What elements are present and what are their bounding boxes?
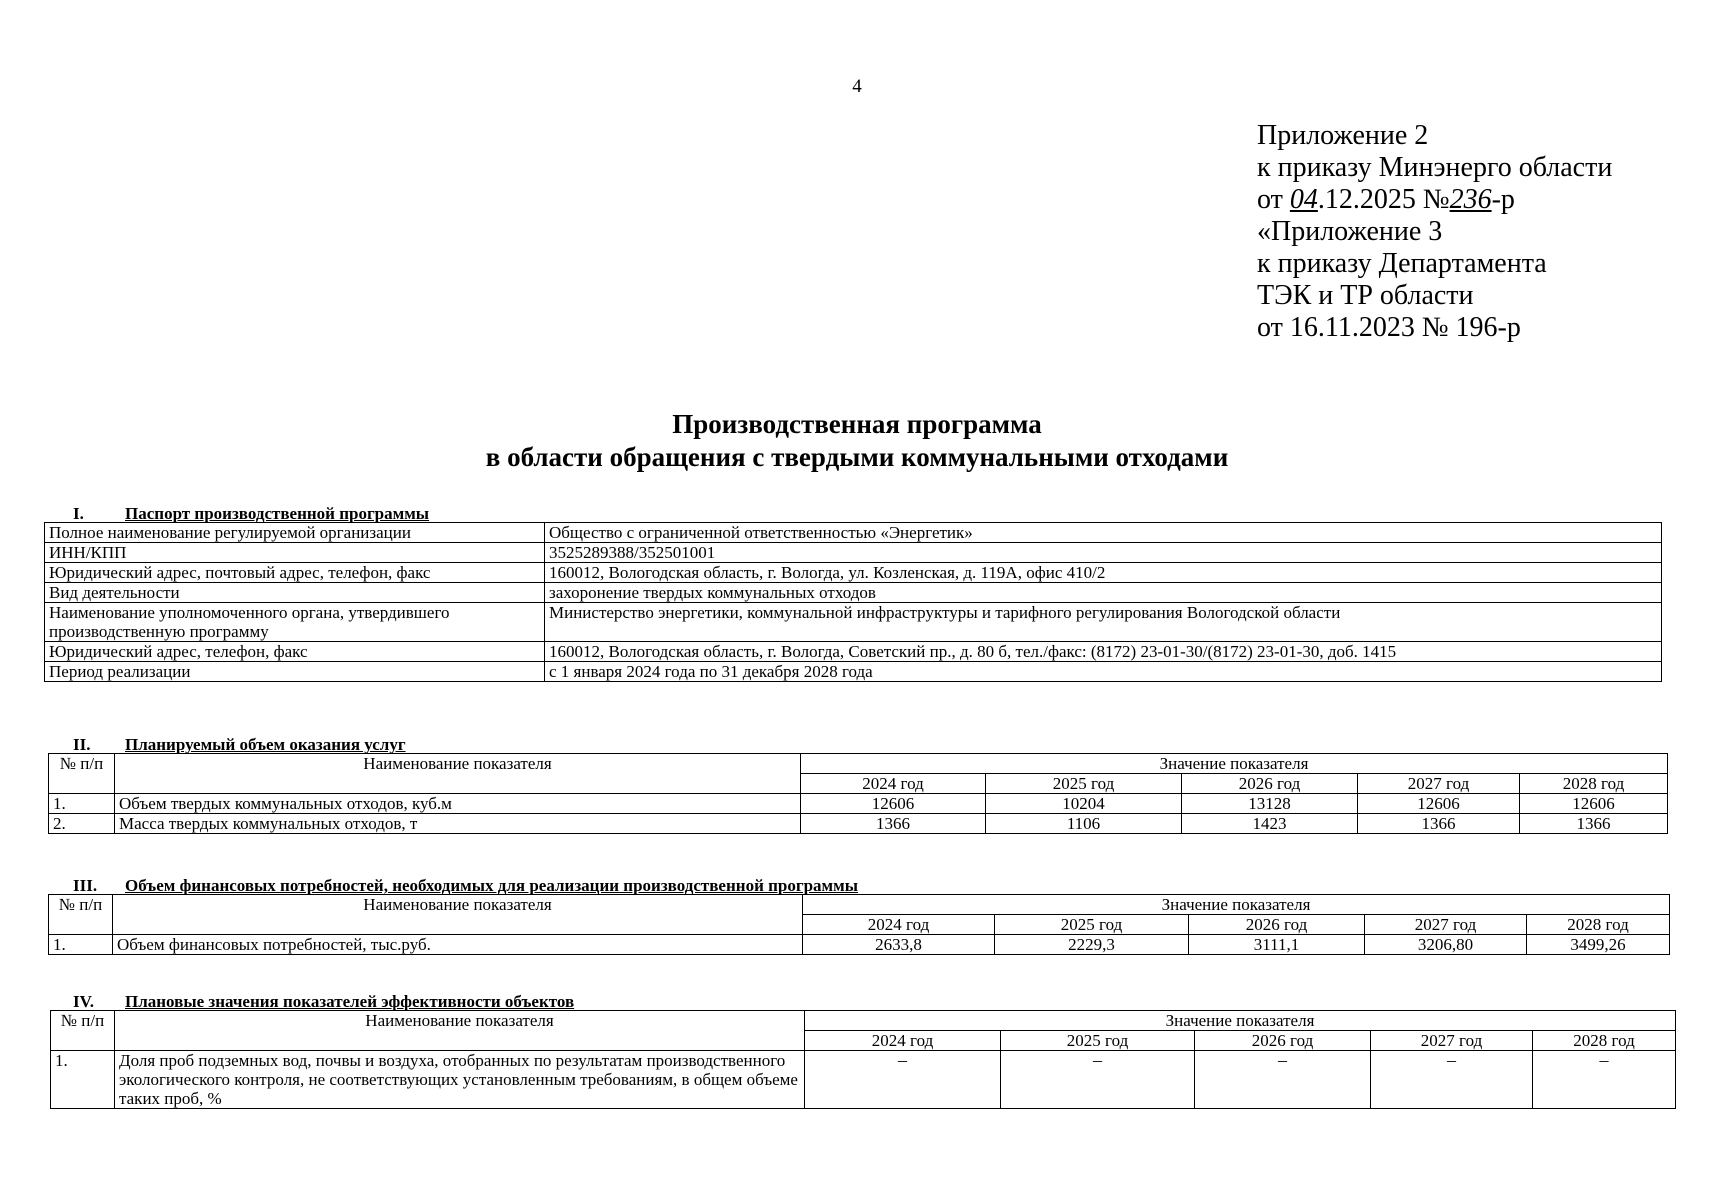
- year-header: 2027 год: [1371, 1031, 1533, 1051]
- year-header: 2028 год: [1533, 1031, 1676, 1051]
- indicator-value: 10204: [986, 794, 1182, 814]
- passport-value: захоронение твердых коммунальных отходов: [545, 583, 1662, 603]
- appendix-line: от 16.11.2023 № 196-р: [1257, 312, 1521, 343]
- indicator-name: Объем финансовых потребностей, тыс.руб.: [113, 935, 803, 955]
- indicator-value: 2229,3: [995, 935, 1189, 955]
- appendix-block: [1257, 120, 1612, 344]
- passport-table: [44, 522, 1662, 682]
- appendix-line: Приложение 2: [1257, 120, 1429, 151]
- row-number: 1.: [49, 935, 113, 955]
- table-row: [45, 662, 1662, 682]
- row-number: 1.: [49, 794, 115, 814]
- indicator-value: –: [1195, 1051, 1371, 1109]
- year-header: 2024 год: [801, 774, 986, 794]
- indicator-value: 3111,1: [1189, 935, 1365, 955]
- year-header: 2026 год: [1195, 1031, 1371, 1051]
- section-number: IV.: [73, 992, 94, 1011]
- table-row: [49, 935, 1670, 955]
- indicator-value: 12606: [801, 794, 986, 814]
- passport-label: ИНН/КПП: [45, 543, 545, 563]
- title-line: Производственная программа: [672, 409, 1042, 439]
- financial-needs-table: [48, 894, 1670, 955]
- appendix-line: к приказу Минэнерго области: [1257, 152, 1613, 183]
- efficiency-indicators-table: [50, 1010, 1676, 1109]
- indicator-value: 13128: [1182, 794, 1358, 814]
- indicator-name: Доля проб подземных вод, почвы и воздуха, отобранных по результатам производственного экологического контроля, не соответствующих установленным требованиям, в общем объеме таких проб, %: [115, 1051, 805, 1109]
- table-row: [45, 642, 1662, 662]
- passport-label: Наименование уполномоченного органа, утвердившего производственную программу: [45, 603, 545, 642]
- row-number: 1.: [51, 1051, 115, 1109]
- col-value-group-header: Значение показателя: [801, 754, 1668, 774]
- col-num-header: № п/п: [49, 754, 115, 794]
- indicator-value: 2633,8: [803, 935, 995, 955]
- row-number: 2.: [49, 814, 115, 834]
- table-row: [45, 603, 1662, 642]
- indicator-value: 1366: [1358, 814, 1520, 834]
- appendix-line: к приказу Департамента: [1257, 248, 1547, 279]
- year-header: 2025 год: [986, 774, 1182, 794]
- page-number: 4: [852, 76, 862, 97]
- passport-label: Юридический адрес, почтовый адрес, телефон, факс: [45, 563, 545, 583]
- indicator-value: –: [1533, 1051, 1676, 1109]
- services-volume-table: [48, 753, 1668, 834]
- appendix-date-middle: .12.2025 №: [1317, 184, 1450, 215]
- table-row: [49, 814, 1668, 834]
- indicator-value: –: [1371, 1051, 1533, 1109]
- year-header: 2028 год: [1520, 774, 1668, 794]
- passport-value: Общество с ограниченной ответственностью «Энергетик»: [545, 523, 1662, 543]
- col-value-group-header: Значение показателя: [805, 1011, 1676, 1031]
- table-row: [45, 523, 1662, 543]
- col-name-header: Наименование показателя: [115, 1011, 805, 1051]
- year-header: 2025 год: [1001, 1031, 1195, 1051]
- section-title: Планируемый объем оказания услуг: [125, 735, 406, 754]
- table-row: [49, 794, 1668, 814]
- year-header: 2024 год: [805, 1031, 1001, 1051]
- passport-value: 160012, Вологодская область, г. Вологда, Советский пр., д. 80 б, тел./факс: (8172) 23-01-30/(8172) 23-01-30, доб. 1415: [545, 642, 1662, 662]
- appendix-date-prefix: от: [1257, 184, 1290, 215]
- table-row: [45, 583, 1662, 603]
- year-header: 2026 год: [1189, 915, 1365, 935]
- appendix-line: ТЭК и ТР области: [1257, 280, 1474, 311]
- col-name-header: Наименование показателя: [113, 895, 803, 935]
- section-number: I.: [73, 504, 84, 523]
- passport-label: Период реализации: [45, 662, 545, 682]
- section-heading: [73, 992, 574, 1012]
- year-header: 2028 год: [1527, 915, 1670, 935]
- handwritten-day: 04: [1289, 184, 1318, 215]
- passport-label: Полное наименование регулируемой организации: [45, 523, 545, 543]
- year-header: 2027 год: [1358, 774, 1520, 794]
- indicator-value: 1366: [801, 814, 986, 834]
- passport-value: 160012, Вологодская область, г. Вологда, ул. Козленская, д. 119А, офис 410/2: [545, 563, 1662, 583]
- indicator-value: 3499,26: [1527, 935, 1670, 955]
- indicator-name: Объем твердых коммунальных отходов, куб.м: [115, 794, 801, 814]
- col-name-header: Наименование показателя: [115, 754, 801, 794]
- section-heading: [73, 876, 858, 896]
- passport-value: Министерство энергетики, коммунальной инфраструктуры и тарифного регулирования Вологодской области: [545, 603, 1662, 642]
- col-value-group-header: Значение показателя: [803, 895, 1670, 915]
- indicator-value: 3206,80: [1365, 935, 1527, 955]
- table-row: [45, 543, 1662, 563]
- section-heading: [73, 735, 406, 755]
- table-row: [51, 1051, 1676, 1109]
- passport-label: Вид деятельности: [45, 583, 545, 603]
- year-header: 2027 год: [1365, 915, 1527, 935]
- indicator-value: 1366: [1520, 814, 1668, 834]
- section-number: II.: [73, 735, 91, 754]
- indicator-value: –: [805, 1051, 1001, 1109]
- section-heading: [73, 504, 429, 524]
- document-title: [0, 408, 1714, 474]
- indicator-value: 1106: [986, 814, 1182, 834]
- appendix-date-line: [1257, 184, 1612, 216]
- passport-label: Юридический адрес, телефон, факс: [45, 642, 545, 662]
- handwritten-order-number: 236: [1449, 184, 1492, 215]
- appendix-line: «Приложение 3: [1257, 216, 1443, 247]
- year-header: 2024 год: [803, 915, 995, 935]
- passport-value: 3525289388/352501001: [545, 543, 1662, 563]
- year-header: 2026 год: [1182, 774, 1358, 794]
- indicator-value: –: [1001, 1051, 1195, 1109]
- col-num-header: № п/п: [51, 1011, 115, 1051]
- section-number: III.: [73, 876, 98, 895]
- indicator-value: 12606: [1520, 794, 1668, 814]
- section-title: Плановые значения показателей эффективности объектов: [125, 992, 575, 1011]
- year-header: 2025 год: [995, 915, 1189, 935]
- indicator-value: 1423: [1182, 814, 1358, 834]
- title-line: в области обращения с твердыми коммунальными отходами: [485, 442, 1229, 472]
- col-num-header: № п/п: [49, 895, 113, 935]
- indicator-name: Масса твердых коммунальных отходов, т: [115, 814, 801, 834]
- indicator-value: 12606: [1358, 794, 1520, 814]
- appendix-date-suffix: -р: [1491, 184, 1515, 215]
- passport-value: с 1 января 2024 года по 31 декабря 2028 года: [545, 662, 1662, 682]
- table-row: [45, 563, 1662, 583]
- section-title: Объем финансовых потребностей, необходимых для реализации производственной программы: [125, 876, 858, 895]
- section-title: Паспорт производственной программы: [125, 504, 430, 523]
